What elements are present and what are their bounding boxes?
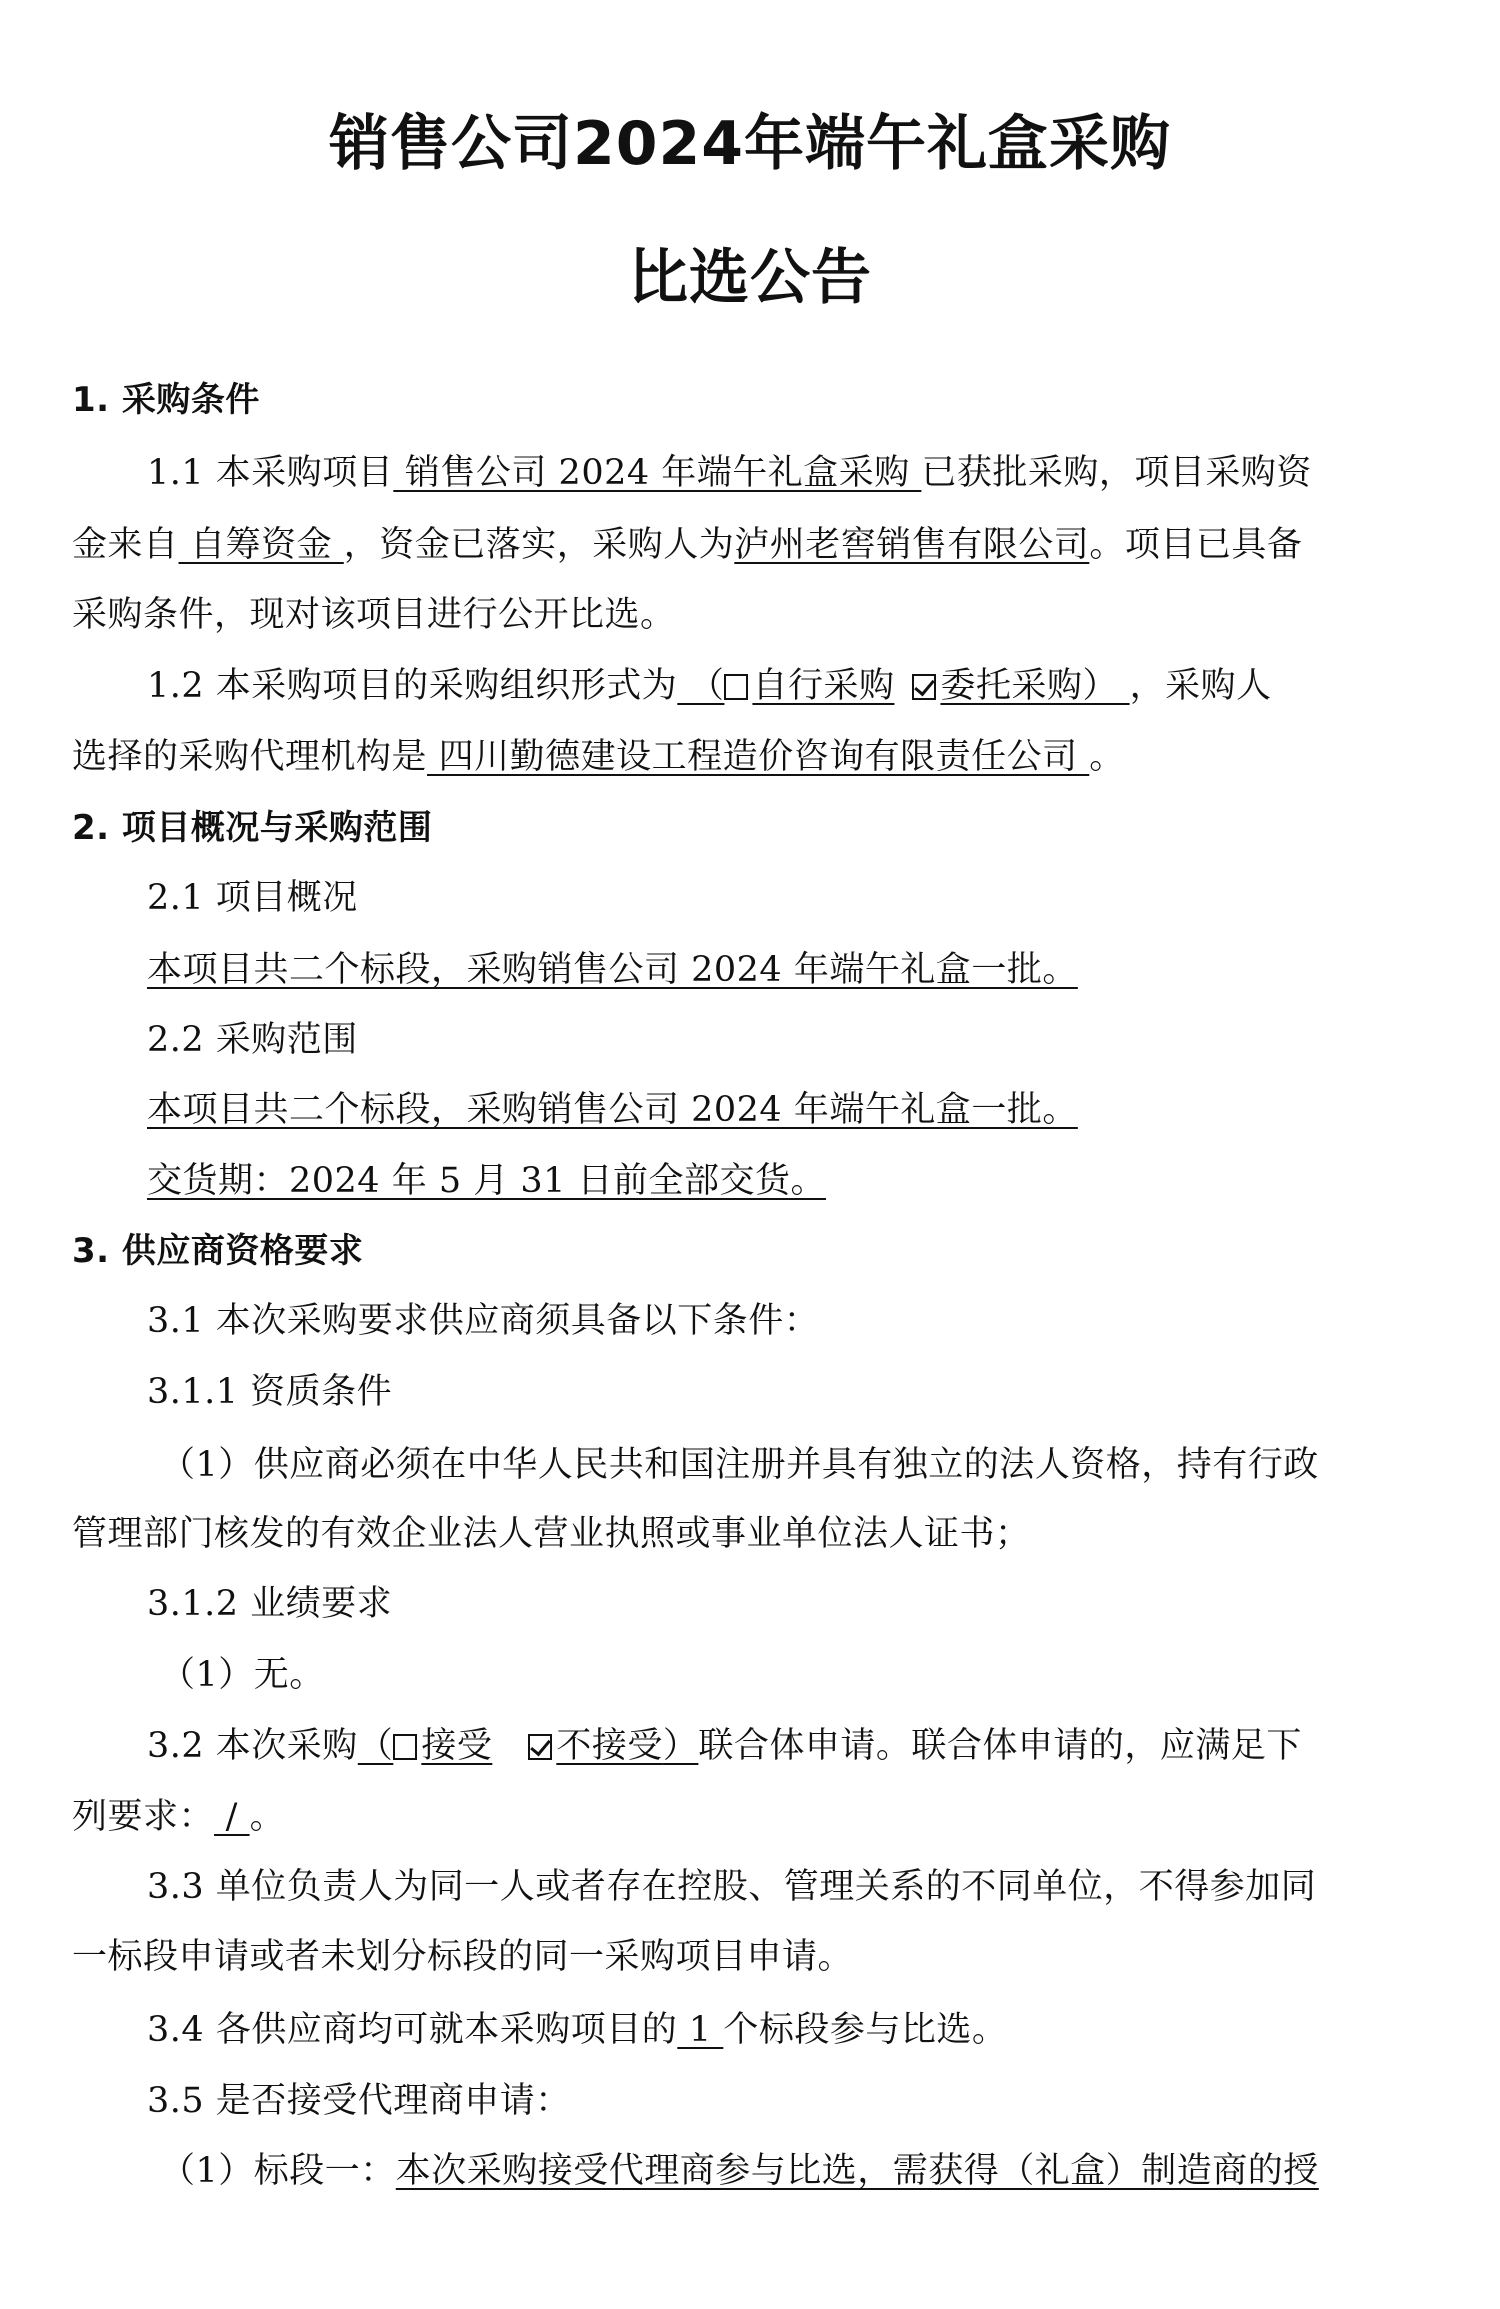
option-label: 委托采购 [940,666,1083,706]
paragraph-3-1: 3.1 本次采购要求供应商须具备以下条件： [147,1301,820,1341]
subheading-2-1: 2.1 项目概况 [147,878,358,918]
paragraph-3-3-line1: 3.3 单位负责人为同一人或者存在控股、管理关系的不同单位，不得参加同 [147,1867,1317,1907]
subheading-3-1-1: 3.1.1 资质条件 [147,1372,393,1412]
agency-field: 四川勤德建设工程造价咨询有限责任公司 [427,737,1090,777]
fund-source-field: 自筹资金 [178,525,344,565]
text: 列要求： [72,1797,215,1837]
text: 已获批采购，项目采购资 [921,453,1312,493]
project-name-field: 销售公司 2024 年端午礼盒采购 [393,453,922,493]
checkbox-entrusted-procurement[interactable] [912,674,936,700]
checkbox-accept-consortium[interactable] [393,1734,417,1760]
document-title-line2: 比选公告 [628,243,872,313]
paragraph-1-1-line1 [147,448,1500,498]
delivery-date-text [147,1156,1500,1206]
organization-form-field [677,666,1129,706]
document-title-line1: 销售公司2024年端午礼盒采购 [329,109,1171,179]
text: 选择的采购代理机构是 [72,737,428,777]
qualification-item-1-line2: 管理部门核发的有效企业法人营业执照或事业单位法人证书； [72,1514,1031,1554]
paragraph-1-1-line2 [72,520,1428,570]
lot-count-field: 1 [677,2010,724,2050]
project-overview-text [147,945,1500,995]
text: 。 [249,1797,286,1837]
agent-policy-field: 本次采购接受代理商参与比选，需获得（礼盒）制造商的授 [395,2151,1319,2191]
paragraph-1-2-line2 [72,732,1428,782]
text: 。 [1089,737,1125,777]
text: ） [1082,666,1130,706]
checkbox-self-procurement[interactable] [724,674,748,700]
text: 个标段参与比选。 [723,2010,1008,2050]
text: 金来自 [72,525,179,565]
text: ） [662,1726,699,1766]
option-label: 自行采购 [752,666,895,706]
qualification-item-1-line1: （1）供应商必须在中华人民共和国注册并具有独立的法人资格，持有行政 [160,1445,1319,1485]
paragraph-1-1-line3: 采购条件，现对该项目进行公开比选。 [72,595,676,635]
paragraph-3-3-line2: 一标段申请或者未划分标段的同一采购项目申请。 [72,1937,854,1977]
subheading-2-2: 2.2 采购范围 [147,1020,358,1060]
paragraph-3-5: 3.5 是否接受代理商申请： [147,2081,571,2121]
section-heading-1: 1. 采购条件 [72,380,260,420]
text: ，采购人 [1129,666,1272,706]
text: （1）标段一： [160,2151,396,2191]
text: 联合体申请。联合体申请的，应满足下 [698,1726,1302,1766]
subheading-3-1-2: 3.1.2 业绩要求 [147,1584,393,1624]
consortium-option-field [358,1726,699,1766]
checkbox-reject-consortium[interactable] [528,1734,552,1760]
option-label: 不接受 [556,1726,663,1766]
text: 。项目已具备 [1089,525,1303,565]
consortium-requirement-field: / [214,1797,250,1837]
paragraph-3-2-line1 [147,1721,1500,1771]
paragraph-3-5-item1 [160,2146,1500,2196]
text: 交货期：2024 年 5 月 31 日前全部交货。 [147,1161,827,1201]
procurement-scope-text [147,1085,1500,1135]
text: ，资金已落实，采购人为 [343,525,735,565]
paragraph-1-2-line1 [147,661,1500,711]
performance-item-1: （1）无。 [160,1655,325,1695]
purchaser-field: 泸州老窖销售有限公司 [734,525,1090,565]
text: 3.2 本次采购 [147,1726,358,1766]
text: 本项目共二个标段，采购销售公司 2024 年端午礼盒一批。 [147,950,1078,990]
option-label: 接受 [421,1726,493,1766]
text: （ [357,1726,394,1766]
text: 1.2 本采购项目的采购组织形式为 [147,666,678,706]
paragraph-3-4 [147,2005,1500,2055]
section-heading-2: 2. 项目概况与采购范围 [72,808,433,848]
text: 1.1 本采购项目 [147,453,394,493]
text: 3.4 各供应商均可就本采购项目的 [147,2010,678,2050]
paragraph-3-2-line2 [72,1792,1428,1842]
text: 本项目共二个标段，采购销售公司 2024 年端午礼盒一批。 [147,1090,1078,1130]
section-heading-3: 3. 供应商资格要求 [72,1231,364,1271]
text: （ [677,666,725,706]
